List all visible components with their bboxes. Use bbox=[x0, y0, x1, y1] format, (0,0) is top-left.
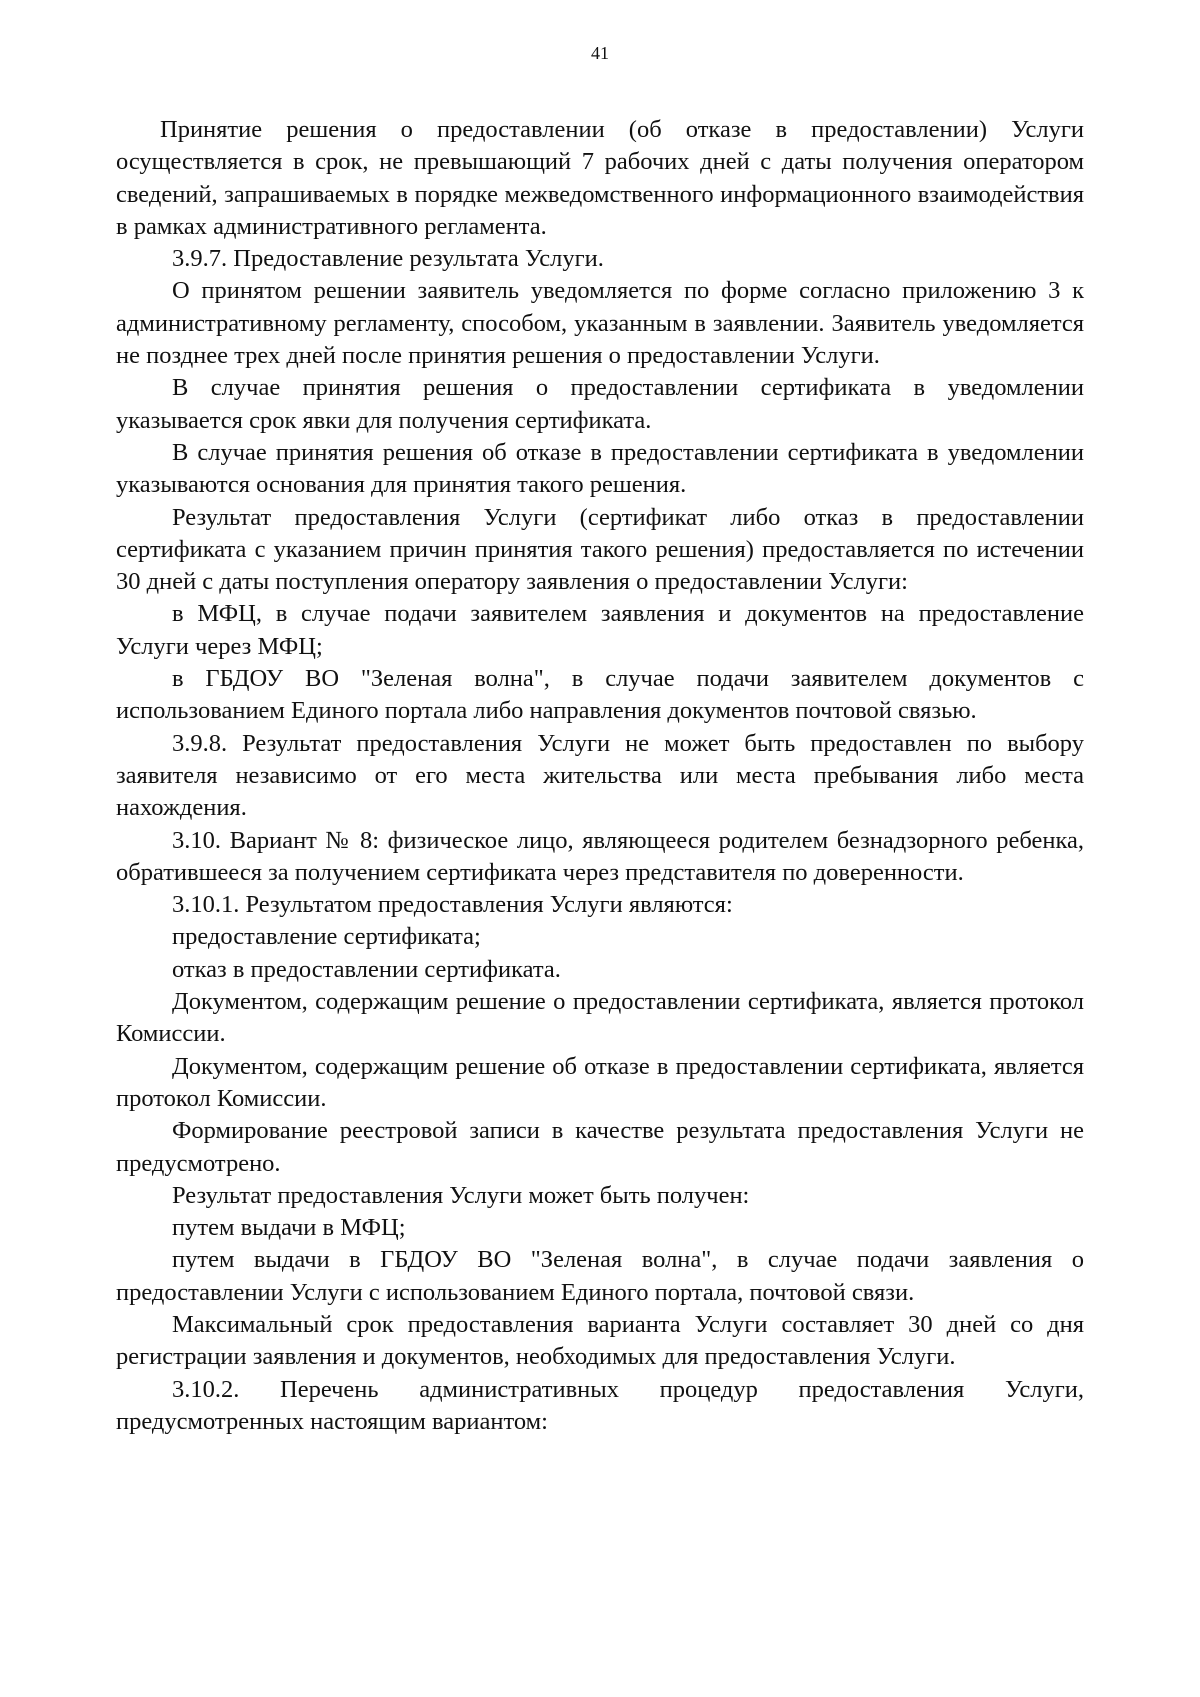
paragraph-section-3-10-2: 3.10.2. Перечень административных процедур предоставления Услуги, предусмотренных настоящим вариантом: bbox=[116, 1375, 1084, 1435]
page-number: 41 bbox=[591, 43, 609, 63]
paragraph-result-delivery: Результат предоставления Услуги (сертификат либо отказ в предоставлении сертификата с указанием причин принятия такого решения) предоставляется по истечении 30 дней с даты поступления оператору заявления о предоставлении Услуги: bbox=[116, 503, 1084, 596]
paragraph-via-gbdou: в ГБДОУ ВО "Зеленая волна", в случае подачи заявителем документов с использованием Единого портала либо направления документов почтовой связью. bbox=[116, 665, 1084, 725]
paragraph-registry-record: Формирование реестровой записи в качестве результата предоставления Услуги не предусмотрено. bbox=[116, 1117, 1084, 1177]
paragraph-result-obtained: Результат предоставления Услуги может быть получен: bbox=[172, 1181, 750, 1209]
paragraph-section-3-9-7: 3.9.7. Предоставление результата Услуги. bbox=[172, 245, 604, 273]
paragraph-approval-notice: В случае принятия решения о предоставлении сертификата в уведомлении указывается срок явки для получения сертификата. bbox=[116, 374, 1084, 434]
paragraph-via-mfc: в МФЦ, в случае подачи заявителем заявления и документов на предоставление Услуги через МФЦ; bbox=[116, 600, 1084, 660]
paragraph-notification: О принятом решении заявитель уведомляется по форме согласно приложению 3 к административному регламенту, способом, указанным в заявлении. Заявитель уведомляется не позднее трех дней после принятия решения о предоставлении Услуги. bbox=[116, 277, 1084, 370]
list-item-issue-mfc: путем выдачи в МФЦ; bbox=[172, 1214, 406, 1242]
paragraph-decision-deadline: Принятие решения о предоставлении (об отказе в предоставлении) Услуги осуществляется в срок, не превышающий 7 рабочих дней с даты получения оператором сведений, запрашиваемых в порядке межведомственного информационного взаимодействия в рамках административного регламента. bbox=[116, 116, 1084, 240]
list-item-issue-gbdou: путем выдачи в ГБДОУ ВО "Зеленая волна", в случае подачи заявления о предоставлении Услуги с использованием Единого портала, почтовой связи. bbox=[116, 1246, 1084, 1306]
paragraph-section-3-10-1: 3.10.1. Результатом предоставления Услуги являются: bbox=[172, 891, 733, 919]
paragraph-max-term: Максимальный срок предоставления варианта Услуги составляет 30 дней со дня регистрации заявления и документов, необходимых для предоставления Услуги. bbox=[116, 1310, 1084, 1371]
document-body bbox=[116, 114, 1084, 1438]
paragraph-section-3-10: 3.10. Вариант № 8: физическое лицо, являющееся родителем безнадзорного ребенка, обратившееся за получением сертификата через представителя по доверенности. bbox=[116, 826, 1084, 886]
paragraph-refusal-notice: В случае принятия решения об отказе в предоставлении сертификата в уведомлении указываются основания для принятия такого решения. bbox=[116, 438, 1084, 499]
paragraph-grant-document: Документом, содержащим решение о предоставлении сертификата, является протокол Комиссии. bbox=[116, 988, 1084, 1048]
paragraph-section-3-9-8: 3.9.8. Результат предоставления Услуги не может быть предоставлен по выбору заявителя независимо от его места жительства или места пребывания либо места нахождения. bbox=[116, 729, 1084, 822]
list-item-certificate-grant: предоставление сертификата; bbox=[172, 923, 481, 951]
list-item-certificate-refusal: отказ в предоставлении сертификата. bbox=[172, 955, 561, 983]
paragraph-refusal-document: Документом, содержащим решение об отказе в предоставлении сертификата, является протокол Комиссии. bbox=[116, 1052, 1084, 1112]
